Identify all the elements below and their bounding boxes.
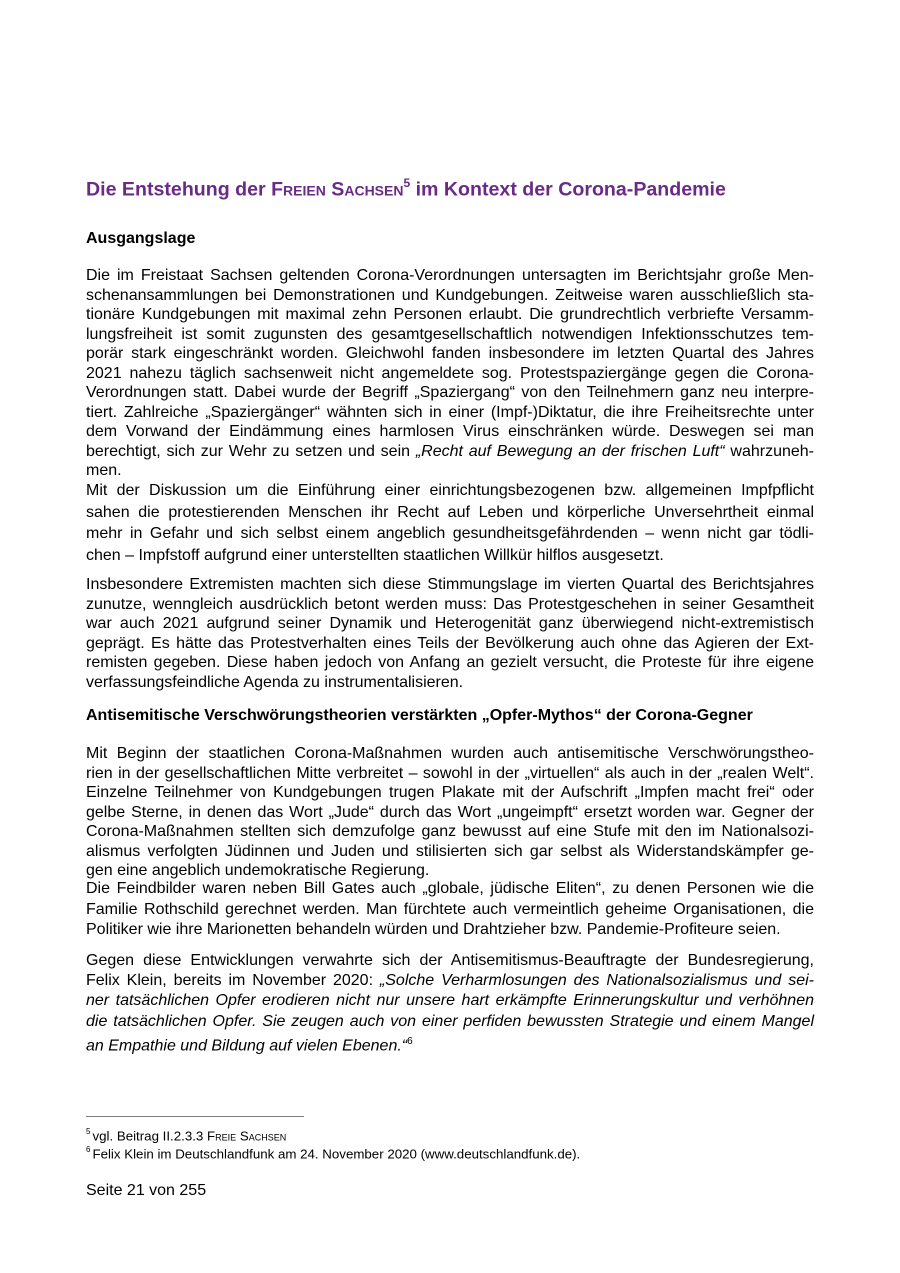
text-line: chen – Impfstoff aufgrund einer unterstellten staatlichen Willkür hilflos ausgesetzt. [86,546,664,564]
footnote-text: Felix Klein im Deutschlandfunk am 24. November 2020 (www.deutschlandfunk.de). [92,1146,581,1162]
page-number: Seite 21 von 255 [86,1182,207,1199]
text-line-italic [86,991,814,1011]
page-title [86,171,814,203]
italic-quote: ner tatsächlichen Opfer erodieren nicht nur unsere hart erkämpfte Erinnerungskultur und verhöhnen [86,992,814,1010]
title-footnote-ref: 5 [403,176,411,190]
text-line-with-quote [86,442,814,462]
text-line: Mit der Diskussion um die Einführung einer einrichtungsbezogenen bzw. allgemeinen Impfpflicht [86,482,814,499]
text-line: Verordnungen statt. Dabei wurde der Begriff „Spaziergang“ von den Teilnehmern ganz neu interpre- [86,384,814,402]
text-fragment: berechtigt, sich zur Wehr zu setzen und sein [86,442,416,460]
text-line: dem Vorwand der Eindämmung eines harmlosen Virus einschränken würde. Deswegen sei man [86,423,814,441]
italic-quote: „Recht auf Bewegung an der frischen Luft“ [415,442,725,460]
paragraph-antisemitismus-1 [86,744,814,881]
text-line: alismus verfolgten Jüdinnen und Juden und stilisierten sich gar selbst als Widerstandskämpfer ge- [86,842,814,860]
text-line: gen eine angeblich undemokratische Regierung. [86,862,430,880]
text-line: porär stark eingeschränkt worden. Gleichwohl fanden insbesondere im letzten Quartal des Jahres [86,345,814,363]
text-line: Politiker wie ihre Marionetten behandeln würden und Drahtzieher bzw. Pandemie-Profiteure seien. [86,921,781,938]
text-line: lungsfreiheit ist somit zugunsten des gesamtgesellschaftlich notwendigen Infektionsschutzes tem- [86,325,814,343]
footnote-number: 6 [86,1145,91,1154]
text-line-with-quote [86,971,814,991]
footnote-separator [86,1116,304,1117]
text-line: Die im Freistaat Sachsen geltenden Corona-Verordnungen untersagten im Berichtsjahr große Men- [86,267,814,284]
section-heading-antisemitismus: Antisemitische Verschwörungstheorien verstärkten „Opfer-Mythos“ der Corona-Gegner [86,707,753,724]
text-line: remisten gegeben. Diese haben jedoch von Anfang an gezielt versucht, die Proteste für ihre eigene [86,654,814,672]
paragraph-ausgangslage-1 [86,266,814,481]
text-line: war auch 2021 aufgrund seiner Dynamik und Heterogenität ganz überwiegend nicht-extremistisch [86,615,814,633]
italic-quote: an Empathie und Bildung auf vielen Ebenen.“ [86,1037,408,1055]
text-line-italic [86,1032,814,1055]
text-line: verfassungsfeindliche Agenda zu instrumentalisieren. [86,673,464,691]
title-prefix: Die Entstehung der [86,178,272,201]
text-line: Corona-Maßnahmen stellten sich demzufolge ganz bewusst auf eine Stufe mit den im Nationalsozi- [86,823,814,841]
paragraph-ausgangslage-2 [86,481,814,567]
footnote-text: vgl. Beitrag II.2.3.3 [92,1128,208,1144]
text-line: Gegen diese Entwicklungen verwahrte sich der Antisemitismus-Beauftragte der Bundesregierung, [86,952,814,969]
text-line: sahen die protestierenden Menschen ihr Recht auf Leben und körperliche Unversehrtheit einmal [86,503,814,521]
paragraph-antisemitismus-3 [86,951,815,1055]
text-fragment: Felix Klein, bereits im November 2020: [86,972,380,990]
text-line: men. [86,462,122,480]
title-org: Freien Sachsen [271,178,404,201]
text-line: tionäre Kundgebungen mit maximal zehn Personen erlaubt. Die grundrechtlich verbriefte Versamm- [86,306,814,324]
footnote-org: Freie Sachsen [207,1128,287,1144]
text-line: geprägt. Es hätte das Protestverhalten eines Teils der Bevölkerung auch ohne das Agieren der Ext- [86,634,814,652]
text-line: Familie Rothschild gerechnet werden. Man fürchtete auch vermeintlich geheime Organisationen, die [86,900,814,918]
text-line: gelbe Sterne, in denen das Wort „Jude“ durch das Wort „ungeimpft“ ersetzt worden war. Gegner der [86,803,814,821]
text-line-italic [86,1012,814,1032]
footnote-number: 5 [86,1127,91,1136]
text-line: 2021 nahezu täglich sachsenweit nicht angemeldete sog. Protestspaziergänge gegen die Corona- [86,364,814,382]
footnote-6 [86,1142,580,1162]
text-line: Einzelne Teilnehmer von Kundgebungen trugen Plakate mit der Aufschrift „Impfen macht frei“ oder [86,784,814,802]
text-line: zunutze, wenngleich ausdrücklich betont werden muss: Das Protestgeschehen in seiner Gesamtheit [86,595,814,613]
text-line: rien in der gesellschaftlichen Mitte verbreitet – sowohl in der „virtuellen“ als auch in der „realen Welt“. [86,764,814,782]
text-line: schenansammlungen bei Demonstrationen und Kundgebungen. Zeitweise waren ausschließlich sta- [86,286,814,304]
section-heading-ausgangslage: Ausgangslage [86,230,196,247]
paragraph-antisemitismus-2 [86,879,814,941]
text-line: Die Feindbilder waren neben Bill Gates auch „globale, jüdische Eliten“, zu denen Personen wie die [86,880,814,897]
text-line: mehr in Gefahr und sich selbst einem angeblich gesundheitsgefährdenden – wenn nicht gar tödli- [86,525,814,542]
text-fragment: wahrzuneh- [724,442,814,460]
text-line: Mit Beginn der staatlichen Corona-Maßnahmen wurden auch antisemitische Verschwörungstheo- [86,745,814,762]
title-suffix: im Kontext der Corona-Pandemie [410,178,726,201]
text-line: tiert. Zahlreiche „Spaziergänger“ wähnten sich in einer (Impf-)Diktatur, die ihre Freiheitsrechte unter [86,403,814,421]
footnote-ref: 6 [407,1035,413,1047]
italic-quote: die tatsächlichen Opfer. Sie zeugen auch von einer perfiden bewussten Strategie und einem Mangel [86,1012,814,1030]
italic-quote: „Solche Verharmlosungen des Nationalsozialismus und sei- [379,972,815,990]
paragraph-ausgangslage-3 [86,575,814,692]
text-line: Insbesondere Extremisten machten sich diese Stimmungslage im vierten Quartal des Berichtsjahres [86,576,814,593]
